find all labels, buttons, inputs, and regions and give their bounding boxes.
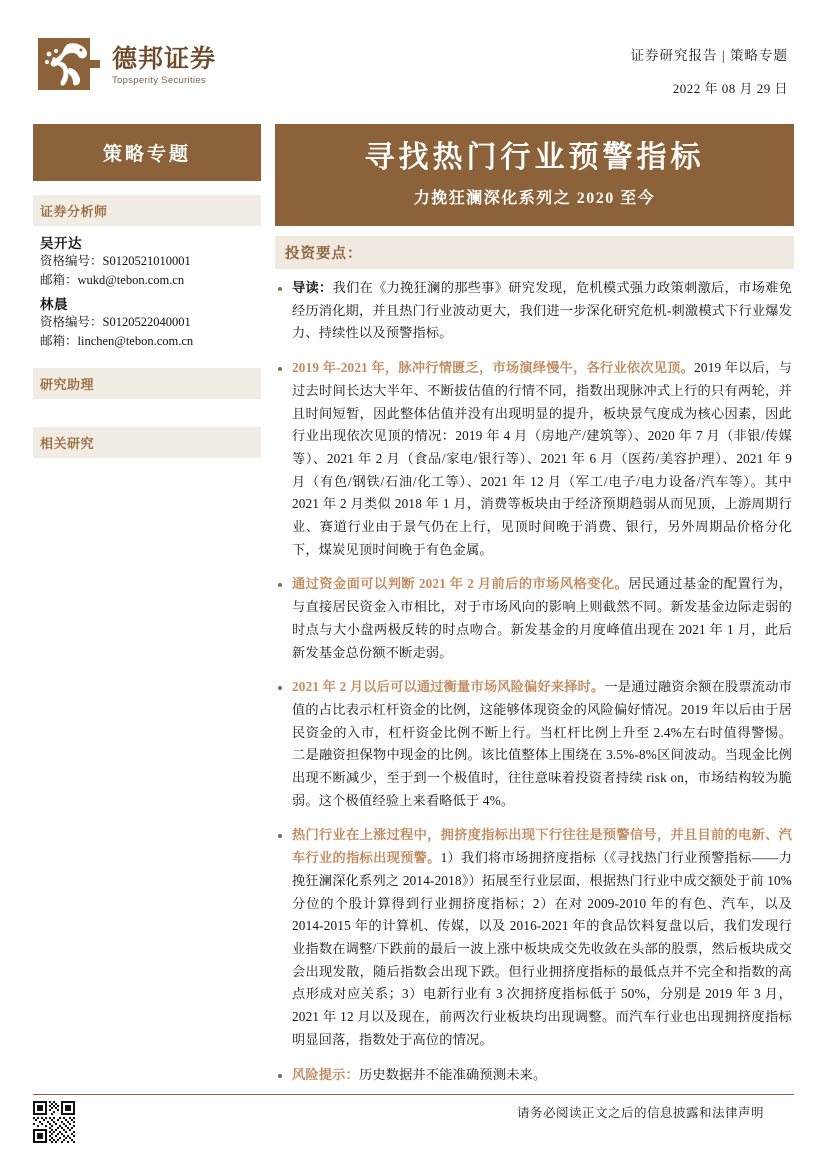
brand-text: [112, 42, 216, 86]
brand-name-cn: 德邦证券: [112, 44, 217, 73]
bullet-text: 居民通过基金的配置行为，与直接居民资金入市相比，对于市场风向的影响上则截然不同。新发基金边际走弱的时点与大小盘两极反转的时点吻合。新发基金的月度峰值出现在 2021 年 1 月，此后新发基金总份额不断走弱。: [292, 576, 792, 660]
bullet-text: 我们在《力挽狂澜的那些事》研究发现，危机模式强力政策刺激后，市场难免经历消化期，并且热门行业波动更大，我们进一步深化研究危机-刺激模式下行业爆发力、持续性以及预警指标。: [292, 280, 793, 341]
bullet-risk-warning: [275, 1064, 792, 1087]
bullet-text: 2019 年以后，与过去时间长达大半年、不断拔估值的行情不同，指数出现脉冲式上行的只有两轮，并且时间短暂，因此整体估值并没有出现明显的提升，板块景气度成为核心因素，因此行业出现依次见顶的情况：2019 年 4 月（房地产/建筑等）、2020 年 7 月（非银/传媒等）、2021 年 2 月（食品/家电/银行等）、2021 年 6 月（医药/美容护理）、2021 年 9 月（有色/钢铁/石油/化工等）、2021 年 12 月（军工/电子/电力设备/汽车等）。其中 2021 年 2 月类似 2018 年 1 月，消费等板块由于经济预期趋弱从而见顶，上游周期行业、赛道行业由于景气仍在上行，见顶时间晚于消费、银行，另外周期品价格分化下，煤炭见顶时间晚于有色金属。: [292, 360, 793, 557]
related-research-body: [33, 458, 261, 486]
bullet-intro: [275, 277, 792, 345]
investment-points-heading: 投资要点：: [275, 236, 794, 269]
analyst-name: 吴开达: [40, 236, 82, 251]
bullet-lead: 热门行业在上涨过程中，拥挤度指标出现下行往往是预警信号，并且目前的电新、汽车行业的指标出现预警。: [292, 827, 792, 866]
bullet-risk-appetite: [275, 676, 792, 812]
brand-block: [33, 38, 216, 90]
bullet-sequence-tops: [275, 357, 792, 561]
bullet-text: 历史数据并不能准确预测未来。: [358, 1066, 547, 1082]
bullet-lead: 风险提示：: [292, 1066, 359, 1082]
analyst-cert: [40, 313, 255, 332]
report-date: 2022 年 08 月 29 日: [672, 81, 788, 96]
bullet-lead: 通过资金面可以判断 2021 年 2 月前后的市场风格变化。: [292, 576, 629, 592]
analyst-cert: [40, 252, 255, 271]
analyst-email-value[interactable]: wukd@tebon.com.cn: [77, 273, 185, 288]
analyst-email-value[interactable]: linchen@tebon.com.cn: [77, 334, 194, 349]
bullet-lead: 导读：: [292, 280, 333, 295]
assistants-body: [33, 399, 261, 427]
analyst-cert-no: S0120521010001: [102, 254, 191, 268]
analyst-entry: [40, 232, 255, 291]
main-column: [275, 124, 794, 1098]
sidebar: [33, 124, 261, 1098]
analyst-cert-no: S0120522040001: [102, 314, 191, 329]
analyst-entry: [40, 293, 255, 352]
bullet-lead: 2019 年-2021 年，脉冲行情匮乏，市场演绎慢牛，各行业依次见顶。: [292, 360, 695, 376]
page-body: [33, 124, 794, 1098]
report-type-label: 证券研究报告 | 策略专题: [630, 48, 788, 63]
analyst-cert-label: 资格编号：: [40, 314, 103, 329]
investment-points-list: [275, 277, 794, 1086]
brand-name-en: Topsperity Securities: [112, 75, 206, 87]
page-title: 寻找热门行业预警指标: [364, 141, 705, 174]
bullet-crowding: [275, 824, 792, 1051]
page-subtitle: 力挽狂澜深化系列之 2020 至今: [413, 190, 656, 207]
header-meta: [631, 38, 794, 97]
bullet-lead: 2021 年 2 月以后可以通过衡量市场风险偏好来择时。: [292, 679, 605, 695]
analyst-email: [40, 332, 255, 351]
analyst-email: [40, 271, 255, 290]
analyst-cert-label: 资格编号：: [40, 254, 103, 268]
sidebar-section-analysts: 证券分析师: [33, 195, 261, 226]
sidebar-banner: 策略专题: [33, 124, 261, 181]
footer-content: [33, 1095, 794, 1143]
page-header: [33, 0, 794, 110]
page-footer: [33, 1094, 794, 1169]
leopard-logo-icon: [38, 38, 100, 90]
analyst-email-label: 邮箱：: [40, 273, 78, 288]
analyst-email-label: 邮箱：: [40, 334, 78, 349]
bullet-fund-side: [275, 573, 792, 664]
bullet-text: 一是通过融资余额在股票流动市值的占比表示杠杆资金的比例，这能够体现资金的风险偏好情况。2019 年以后由于居民资金的入市，杠杆资金比例不断上行。当杠杆比例上升至 2.4%左右时值得警惕。二是融资担保物中现金的比例。该比值整体上围绕在 3.5%-8%区间波动。当现金比例出现不断减少，至于到一个极值时，往往意味着投资者持续 risk on，市场结构较为脆弱。这个极值经验上来看略低于 4%。: [292, 679, 792, 808]
sidebar-section-assistants: 研究助理: [33, 368, 261, 399]
analyst-name: 林晨: [40, 296, 68, 312]
qr-code-icon: [33, 1101, 75, 1143]
analyst-list: [33, 226, 261, 354]
bullet-text: 1）我们将市场拥挤度指标（《寻找热门行业预警指标——力挽狂澜深化系列之 2014-2018》）拓展至行业层面，根据热门行业中成交额处于前 10%分位的个股计算得到行业拥挤度指标；2）在对 2009-2010 年的有色、汽车，以及 2014-2015 年的计算机、传媒，以及 2016-2021 年的食品饮料复盘以后，我们发现行业指数在调整/下跌前的最后一波上涨中板块成交先收敛在头部的股票，然后板块成交会出现发散，随后指数会出现下跌。但行业拥挤度指标的最低点并不完全和指数的高点形成对应关系；3）电新行业有 3 次拥挤度指标低于 50%，分别是 2019 年 3 月，2021 年 12 月以及现在，前两次行业板块均出现调整。而汽车行业也出现拥挤度指标明显回落，指数处于高位的情况。: [292, 850, 792, 1047]
sidebar-section-related: 相关研究: [33, 427, 261, 458]
footer-disclaimer: 请务必阅读正文之后的信息披露和法律声明: [516, 1106, 764, 1120]
title-banner: [275, 124, 794, 226]
